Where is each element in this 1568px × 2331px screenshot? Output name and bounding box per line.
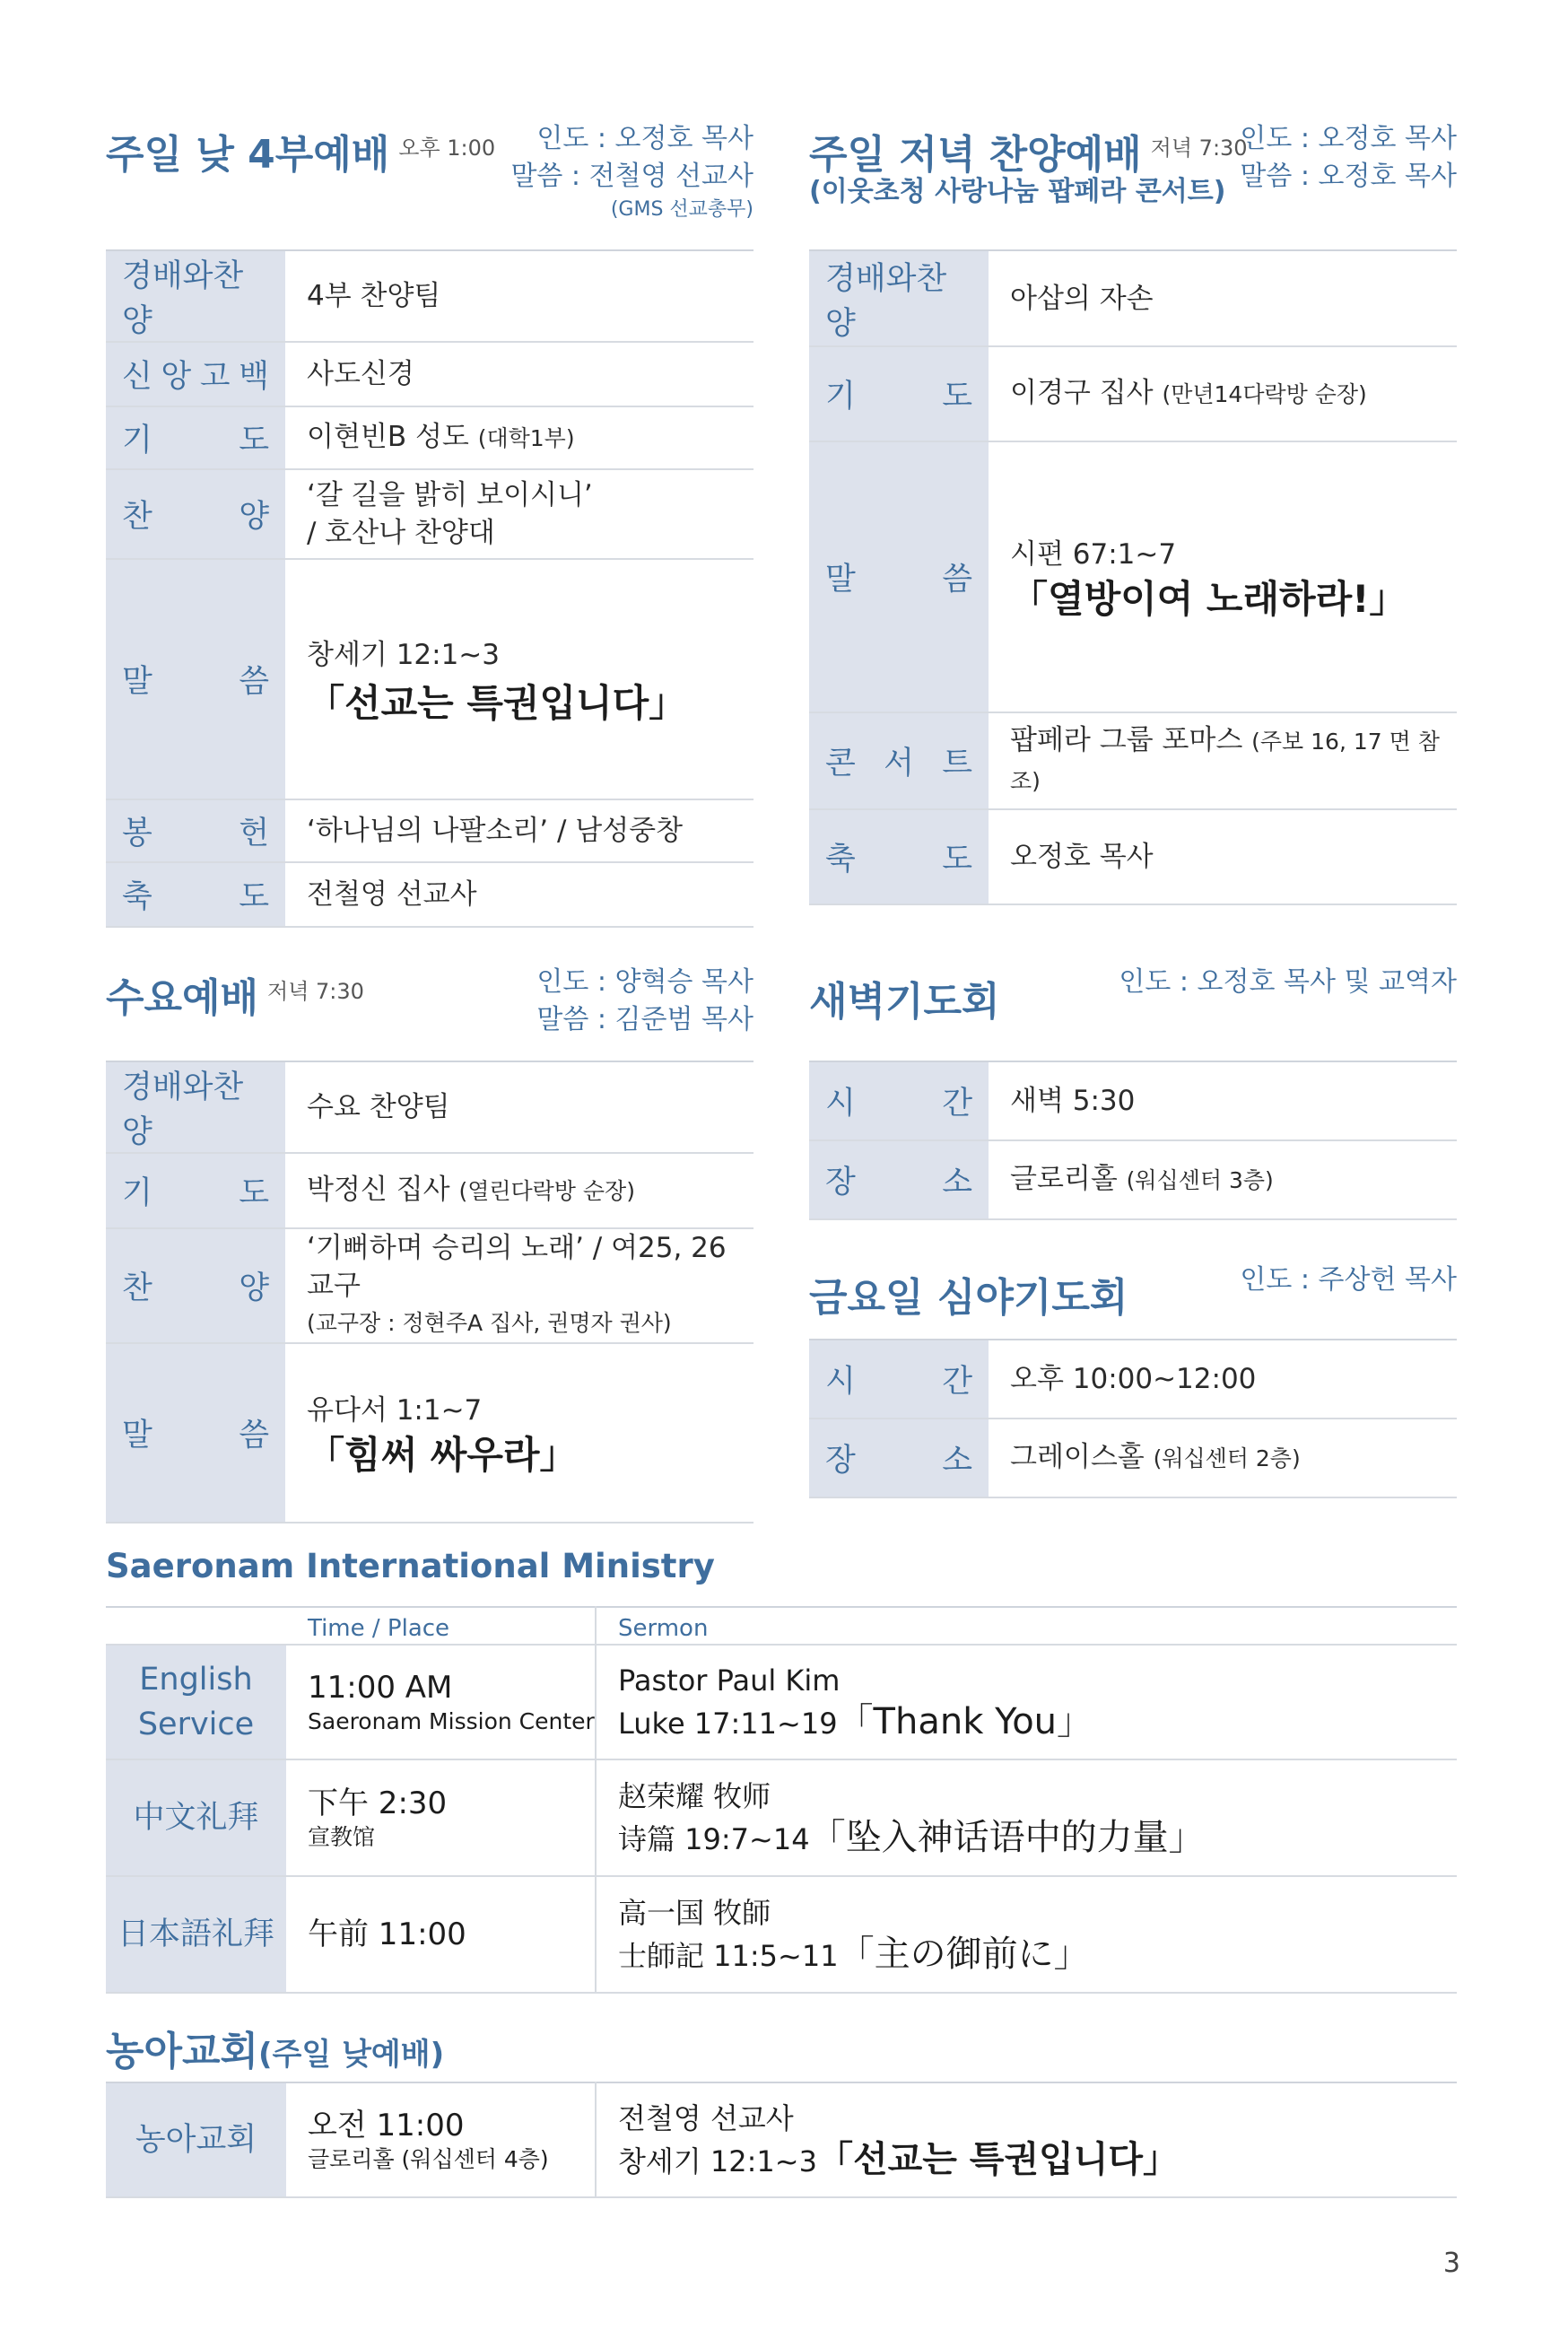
label-spread: 신 앙 고 백 [122,359,269,395]
section-title: 주일 낮 4부예배 $^{오후 1:00}$ [106,132,496,178]
sermon-title: 「열방이여 노래하라!」 [1010,577,1407,621]
service-place: Saeronam Mission Center [308,1708,595,1734]
service-name: 농아교회 [106,2082,286,2197]
row-label [106,406,285,469]
section-subtitle: (이웃초청 사랑나눔 팝페라 콘서트) [809,176,1226,207]
service-name: 日本語礼拜 [106,1876,286,1993]
deaf-church-subtitle: (주일 낮예배) [258,2037,445,2073]
sermon-title: 「主の御前に」 [838,1934,1090,1975]
row-value: 시편 67:1~7 「열방이여 노래하라!」 [989,441,1457,712]
label-spread: 기 도 [122,423,269,458]
service-time: 저녁 7:30 [267,979,364,1004]
label-spread: 시 간 [825,1364,972,1400]
row-label [809,346,989,441]
row-label [106,1343,285,1523]
ministry-row [106,1876,1457,1993]
ministry-row [106,1759,1457,1876]
row-value: 이현빈B 성도 (대학1부) [285,406,754,469]
service-place: 宣教馆 [308,1824,376,1850]
prayer-info-table [809,1339,1457,1498]
sermon-title: 「선교는 특권입니다」 [307,681,687,725]
label-spread: 말 씀 [825,562,972,598]
leader-info: 인도 : 오정호 목사 말씀 : 전철영 선교사 (GMS 선교총무) [510,123,754,221]
row-value: ‘하나님의 나팔소리’ / 남성중창 [285,799,754,862]
row-value: 창세기 12:1~3 「선교는 특권입니다」 [285,559,754,799]
service-time: 午前 11:00 [308,1916,466,1952]
deaf-church-title: 농아교회(주일 낮예배) [106,2029,445,2074]
service-name: 中文礼拜 [106,1759,286,1876]
row-label [809,1340,989,1419]
service-time: 오전 11:00 [308,2108,465,2143]
row-value: ‘갈 길을 밝히 보이시니’ / 호산나 찬양대 [285,469,754,559]
sermon-title: 「힘써 싸우라」 [307,1433,578,1477]
row-label [106,862,285,927]
scripture: 士師記 11:5~11 [618,1939,839,1973]
label-spread: 찬 양 [122,499,269,535]
row-value: 박정신 집사 (열린다락방 순장) [285,1153,754,1228]
friday-prayer-section [809,1256,1457,1507]
prayer-info-table [809,1061,1457,1220]
order-of-service-table [106,249,754,928]
sunday-4th-section [106,117,754,915]
leader-info: 인도 : 오정호 목사 및 교역자 [1119,966,1457,998]
row-value: 유다서 1:1~7 「힘써 싸우라」 [285,1343,754,1523]
sermon-title: 「坠入神话语中的力量」 [809,1817,1205,1858]
row-value: 이경구 집사 (만년14다락방 순장) [989,346,1457,441]
deaf-church-table [106,2082,1457,2198]
service-time: 11:00 AM [308,1670,453,1706]
row-value: ‘기뻐하며 승리의 노래’ / 여25, 26 교구 (교구장 : 정현주A 집사, 권명자 권사) [285,1228,754,1343]
order-of-service-table [809,249,1457,905]
section-title: 수요예배 $^{저녁 7:30}$ [106,975,364,1021]
row-label [106,469,285,559]
label-spread: 축 도 [825,842,972,877]
scripture: 창세기 12:1~3 [618,2144,817,2178]
ministry-row [106,1645,1457,1759]
deaf-church-row [106,2082,1457,2197]
section-title: 주일 저녁 찬양예배 $^{저녁 7:30}$ [809,132,1248,178]
label-spread: 말 씀 [122,1418,269,1454]
label-spread: 말 씀 [122,664,269,700]
service-time: 下午 2:30 [308,1785,448,1821]
section-title: 금요일 심야기도회 [809,1275,1128,1321]
row-label [809,1419,989,1497]
row-label [809,712,989,809]
row-label: 경배와찬양 [106,1061,285,1153]
label-spread: 기 도 [122,1175,269,1211]
row-value: 4부 찬양팀 [285,250,754,342]
row-value: 수요 찬양팀 [285,1061,754,1153]
leader-info: 인도 : 양혁승 목사 말씀 : 김준범 목사 [536,966,754,1035]
order-of-service-table [106,1061,754,1523]
section-title: 새벽기도회 [809,979,1000,1025]
row-label: 경배와찬양 [809,250,989,346]
label-spread: 찬 양 [122,1270,269,1306]
row-label [809,1061,989,1140]
label-spread: 봉 헌 [122,816,269,851]
time-place-header: Time / Place [286,1607,596,1645]
preacher: Pastor Paul Kim [618,1663,841,1698]
scripture: 诗篇 19:7~14 [618,1822,810,1856]
label-spread: 축 도 [122,879,269,915]
row-label: 경배와찬양 [106,250,285,342]
label-spread: 기 도 [825,379,972,415]
row-label [106,559,285,799]
sunday-evening-section [809,117,1457,906]
ministry-header-row [106,1607,1457,1645]
row-label [809,809,989,904]
row-label [809,441,989,712]
row-value: 글로리홀 (워십센터 3층) [989,1140,1457,1219]
preacher: 高一国 牧師 [618,1896,771,1930]
row-value: 사도신경 [285,342,754,406]
row-label [106,799,285,862]
service-time: 저녁 7:30 [1150,135,1248,161]
row-value: 팝페라 그룹 포마스 (주보 16, 17 면 참조) [989,712,1457,809]
row-value: 아삽의 자손 [989,250,1457,346]
dawn-prayer-section [809,958,1457,1227]
service-place: 글로리홀 (워십센터 4층) [308,2146,549,2172]
row-label [106,342,285,406]
service-time: 오후 1:00 [398,135,496,161]
sermon-header: Sermon [596,1607,1457,1645]
scripture: Luke 17:11~19 [618,1707,838,1741]
row-value: 오후 10:00~12:00 [989,1340,1457,1419]
service-name: English Service [106,1645,286,1759]
row-value: 그레이스홀 (워십센터 2층) [989,1419,1457,1497]
row-label [106,1153,285,1228]
ministry-title: Saeronam International Ministry [106,1547,715,1585]
sermon-title: 「Thank You」 [837,1701,1093,1742]
row-label [809,1140,989,1219]
label-spread: 콘 서 트 [825,746,972,781]
label-spread: 시 간 [825,1086,972,1122]
preacher: 전철영 선교사 [618,2101,794,2135]
wednesday-section [106,958,754,1506]
row-value: 오정호 목사 [989,809,1457,904]
row-label [106,1228,285,1343]
row-value: 새벽 5:30 [989,1061,1457,1140]
sermon-title: 「선교는 특권입니다」 [816,2139,1179,2180]
row-value: 전철영 선교사 [285,862,754,927]
label-spread: 장 소 [825,1443,972,1479]
leader-info: 인도 : 오정호 목사 말씀 : 오정호 목사 [1240,123,1457,192]
label-spread: 장 소 [825,1165,972,1200]
page-number: 3 [1442,2248,1460,2279]
preacher: 赵荣耀 牧师 [618,1779,771,1813]
leader-info: 인도 : 주상헌 목사 [1240,1264,1457,1296]
ministry-table [106,1606,1457,1994]
